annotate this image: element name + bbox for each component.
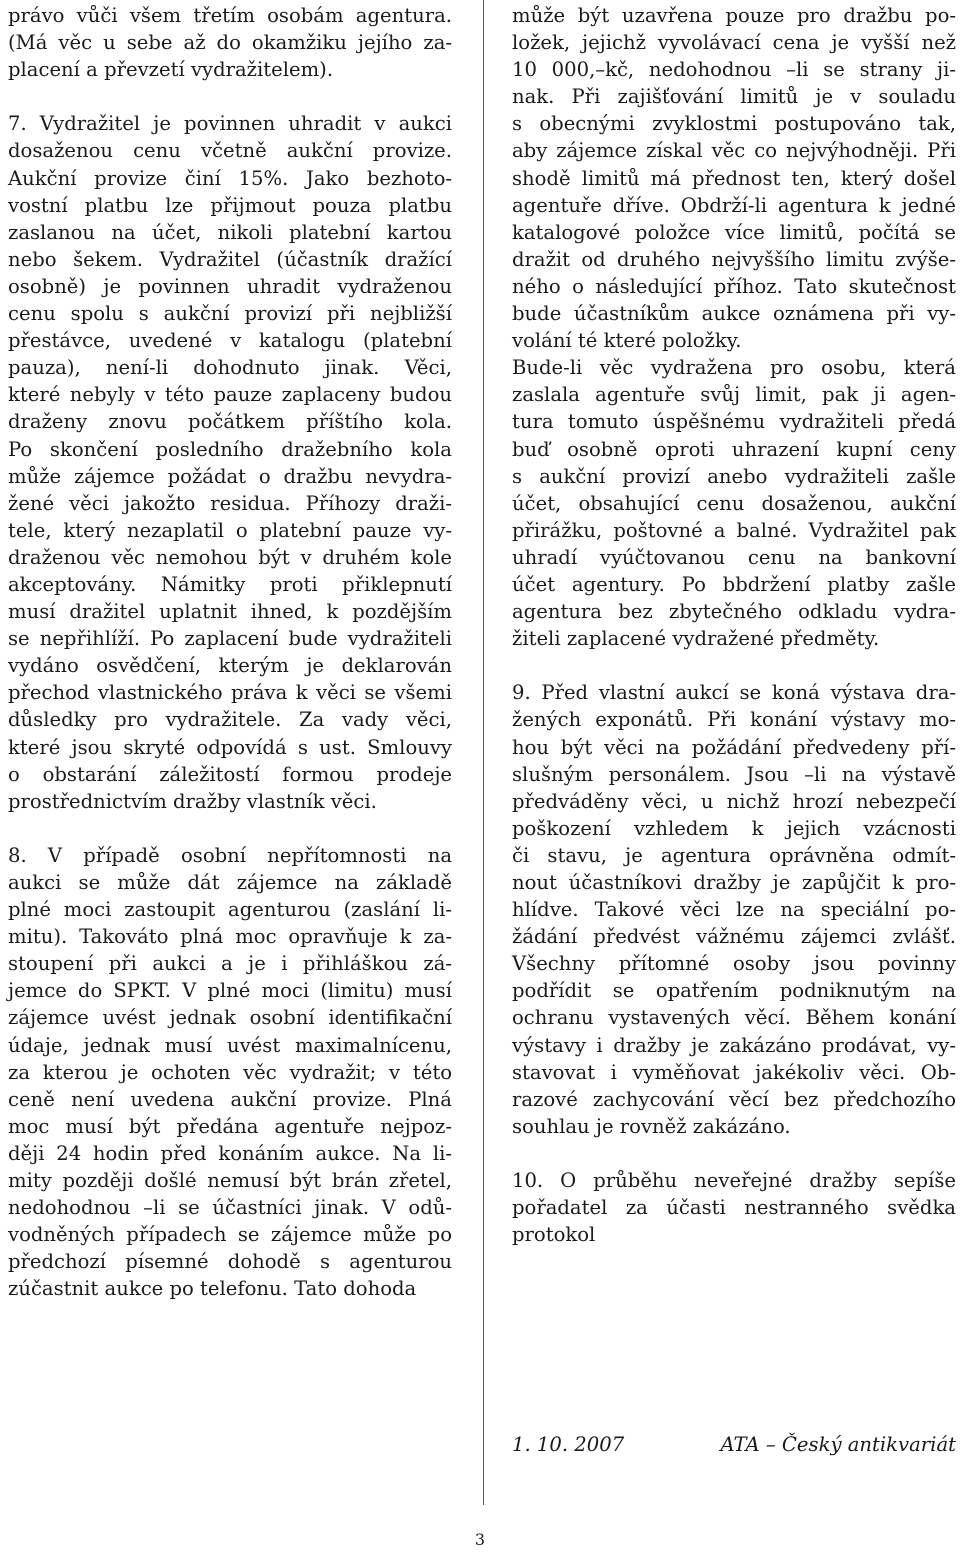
text-line: žených exponátů. Při konání výstavy mo- [512, 708, 956, 732]
text-line: zaslala agentuře svůj limit, pak ji agen- [512, 383, 956, 407]
text-line: účet agentury. Po bbdržení platby zašle [512, 572, 956, 596]
text-line: akceptovány. Námitky proti přiklepnutí [8, 572, 452, 596]
text-line: 7. Vydražitel je povinnen uhradit v aukci [8, 112, 452, 136]
text-line: shodě limitů má přednost ten, který došel [512, 166, 956, 190]
text-line: prostřednictvím dražby vlastník věci. [8, 789, 377, 813]
text-line: zájemce uvést jednak osobní identifikační [8, 1006, 452, 1030]
text-line: údaje, jednak musí uvést maximalnícenu, [8, 1033, 452, 1057]
text-line: agentuře dříve. Obdrží-li agentura k jedné [512, 193, 956, 217]
text-line: přirážku, poštovné a balné. Vydražitel pak [512, 518, 956, 542]
text-line: cenu spolu s aukční provizí při nejbližší [8, 302, 452, 326]
text-line: ochranu vystavených věcí. Během konání [512, 1006, 956, 1030]
text-line: tele, který nezaplatil o platební pauze vy- [8, 518, 452, 542]
text-line: stoupení při aukci a je i přihláškou zá- [8, 952, 452, 976]
text-line: razové zachycování věcí bez předchozího [512, 1087, 956, 1111]
text-line: důsledky pro vydražitele. Za vady věci, [8, 708, 452, 732]
text-line: předváděny věci, u nichž hrozí nebezpečí [512, 789, 956, 813]
text-line: o obstarání záležitostí formou prodeje [8, 762, 452, 786]
text-line: mity později došlé nemusí být brán zřetel, [8, 1169, 452, 1193]
page-number: 3 [474, 1530, 486, 1549]
text-line: souhlau je rovněž zakázáno. [512, 1114, 791, 1138]
text-line: účet, obsahující cenu dosaženou, aukční [512, 491, 956, 515]
text-line: hlídve. Takové věci lze na speciální po- [512, 898, 956, 922]
text-line: musí dražitel uplatnit ihned, k pozdějším [8, 600, 452, 624]
text-line: může zájemce požádat o dražbu nevydra- [8, 464, 452, 488]
text-line: žádání předvést vážnému zájemci zvlášť. [512, 925, 956, 949]
text-line: ceně není uvedena aukční provize. Plná [8, 1087, 452, 1111]
text-line: protokol [512, 1223, 596, 1247]
paragraph-gap [512, 1140, 956, 1167]
text-line: draženy znovu počátkem příštího kola. [8, 410, 452, 434]
text-line: se nepřihlíží. Po zaplacení bude vydražiteli [8, 627, 452, 651]
text-line: přechod vlastnického práva k věci se všemi [8, 681, 452, 705]
text-line: zaslanou na účet, nikoli platební kartou [8, 220, 452, 244]
signature-author: ATA – Český antikvariát [720, 1433, 956, 1456]
text-line: Bude-li věc vydražena pro osobu, která [512, 356, 956, 380]
text-line: Aukční provize činí 15%. Jako bezhoto- [8, 166, 452, 190]
text-line: poškození vzhledem k jejich vzácnosti [512, 816, 956, 840]
text-line: výstavy i dražby je zakázáno prodávat, vy- [512, 1033, 956, 1057]
text-line: volání té které položky. [512, 329, 742, 353]
text-line: vostní platbu lze přijmout pouza platbu [8, 193, 452, 217]
paragraph-gap [512, 652, 956, 679]
text-line: právo vůči všem třetím osobám agentura. [8, 4, 452, 27]
text-line: stavovat i vyměňovat jakékoliv věci. Ob- [512, 1060, 956, 1084]
text-line: 10 000,–kč, nedohodnou –li se strany ji- [512, 58, 956, 82]
text-line: s obecnými zvyklostmi postupováno tak, [512, 112, 956, 136]
text-line: za kterou je ochoten věc vydražit; v této [8, 1060, 452, 1084]
text-line: žiteli zaplacené vydražené předměty. [512, 627, 880, 651]
text-line: (Má věc u sebe až do okamžiku jejího za- [8, 31, 452, 55]
text-line: ložek, jejichž vyvolávací cena je vyšší než [512, 31, 956, 55]
text-line: ného o následující příhoz. Tato skutečnost [512, 274, 956, 298]
text-line: podřídit se opatřením podniknutým na [512, 979, 956, 1003]
text-line: Všechny přítomné osoby jsou povinny [512, 952, 956, 976]
text-line: nout účastníkovi dražby je zapůjčit k pro- [512, 871, 956, 894]
text-line: aukci se může dát zájemce na základě [8, 871, 452, 894]
text-line: zúčastnit aukce po telefonu. Tato dohoda [8, 1277, 417, 1301]
text-line: dražit od druhého nejvyššího limitu zvýše- [512, 247, 956, 271]
text-line: draženou věc nemohou být v druhém kole [8, 545, 452, 569]
text-line: plné moci zastoupit agenturou (zaslání li- [8, 898, 452, 922]
signature [512, 1433, 956, 1456]
text-line: tura tomuto úspěšnému vydražiteli předá [512, 410, 956, 434]
text-line: placení a převzetí vydražitelem). [8, 58, 334, 82]
text-line: 10. O průběhu neveřejné dražby sepíše [512, 1169, 956, 1193]
text-line: uhradí vyúčtovanou cenu na bankovní [512, 545, 956, 569]
text-line: přestávce, uvedené v katalogu (platební [8, 329, 452, 353]
text-line: žené věci jakožto residua. Příhozy draži- [8, 491, 452, 515]
right-column [512, 2, 956, 1248]
text-line: hou být věci na požádání předvedeny pří- [512, 735, 956, 759]
text-line: ději 24 hodin před konáním aukce. Na li- [8, 1141, 452, 1165]
text-line: 9. Před vlastní aukcí se koná výstava dra- [512, 681, 956, 705]
text-line: nak. Při zajišťování limitů je v souladu [512, 85, 956, 109]
left-column [8, 2, 452, 1303]
text-line: bude účastníkům aukce oznámena při vy- [512, 302, 956, 326]
text-line: nedohodnou –li se účastníci jinak. V odů- [8, 1196, 452, 1220]
text-line: předchozí písemné dohodě s agenturou [8, 1250, 452, 1274]
text-line: 8. V případě osobní nepřítomnosti na [8, 843, 452, 867]
text-line: pořadatel za účasti nestranného svědka [512, 1196, 956, 1220]
text-line: dosaženou cenu včetně aukční provize. [8, 139, 452, 163]
text-line: katalogové položce více limitů, počítá se [512, 220, 956, 244]
text-line: nebo šekem. Vydražitel (účastník dražící [8, 247, 452, 271]
text-line: jemce do SPKT. V plné moci (limitu) musí [8, 979, 452, 1003]
text-line: s aukční provizí anebo vydražiteli zašle [512, 464, 956, 488]
text-line: aby zájemce získal věc co nejvýhodněji. Při [512, 139, 956, 163]
text-line: mitu). Takováto plná moc opravňuje k za- [8, 925, 452, 949]
text-line: pauza), není-li dohodnuto jinak. Věci, [8, 356, 452, 380]
text-line: může být uzavřena pouze pro dražbu po- [512, 4, 956, 27]
text-line: buď osobně oproti uhrazení kupní ceny [512, 437, 956, 461]
text-line: slušným personálem. Jsou –li na výstavě [512, 762, 956, 786]
text-line: moc musí být předána agentuře nejpoz- [8, 1114, 452, 1138]
paragraph-gap [8, 83, 452, 110]
text-line: či stavu, je agentura oprávněna odmít- [512, 843, 956, 867]
text-line: které nebyly v této pauze zaplaceny budou [8, 383, 452, 407]
text-line: agentura bez zbytečného odkladu vydra- [512, 600, 956, 624]
signature-date: 1. 10. 2007 [512, 1433, 625, 1456]
text-line: které jsou skryté odpovídá s ust. Smlouvy [8, 735, 452, 759]
column-divider [483, 0, 484, 1505]
text-line: osobně) je povinnen uhradit vydraženou [8, 274, 452, 298]
text-line: vydáno osvědčení, kterým je deklarován [8, 654, 452, 678]
text-line: vodněných případech se zájemce může po [8, 1223, 452, 1247]
text-line: Po skončení posledního dražebního kola [8, 437, 452, 461]
paragraph-gap [8, 815, 452, 842]
